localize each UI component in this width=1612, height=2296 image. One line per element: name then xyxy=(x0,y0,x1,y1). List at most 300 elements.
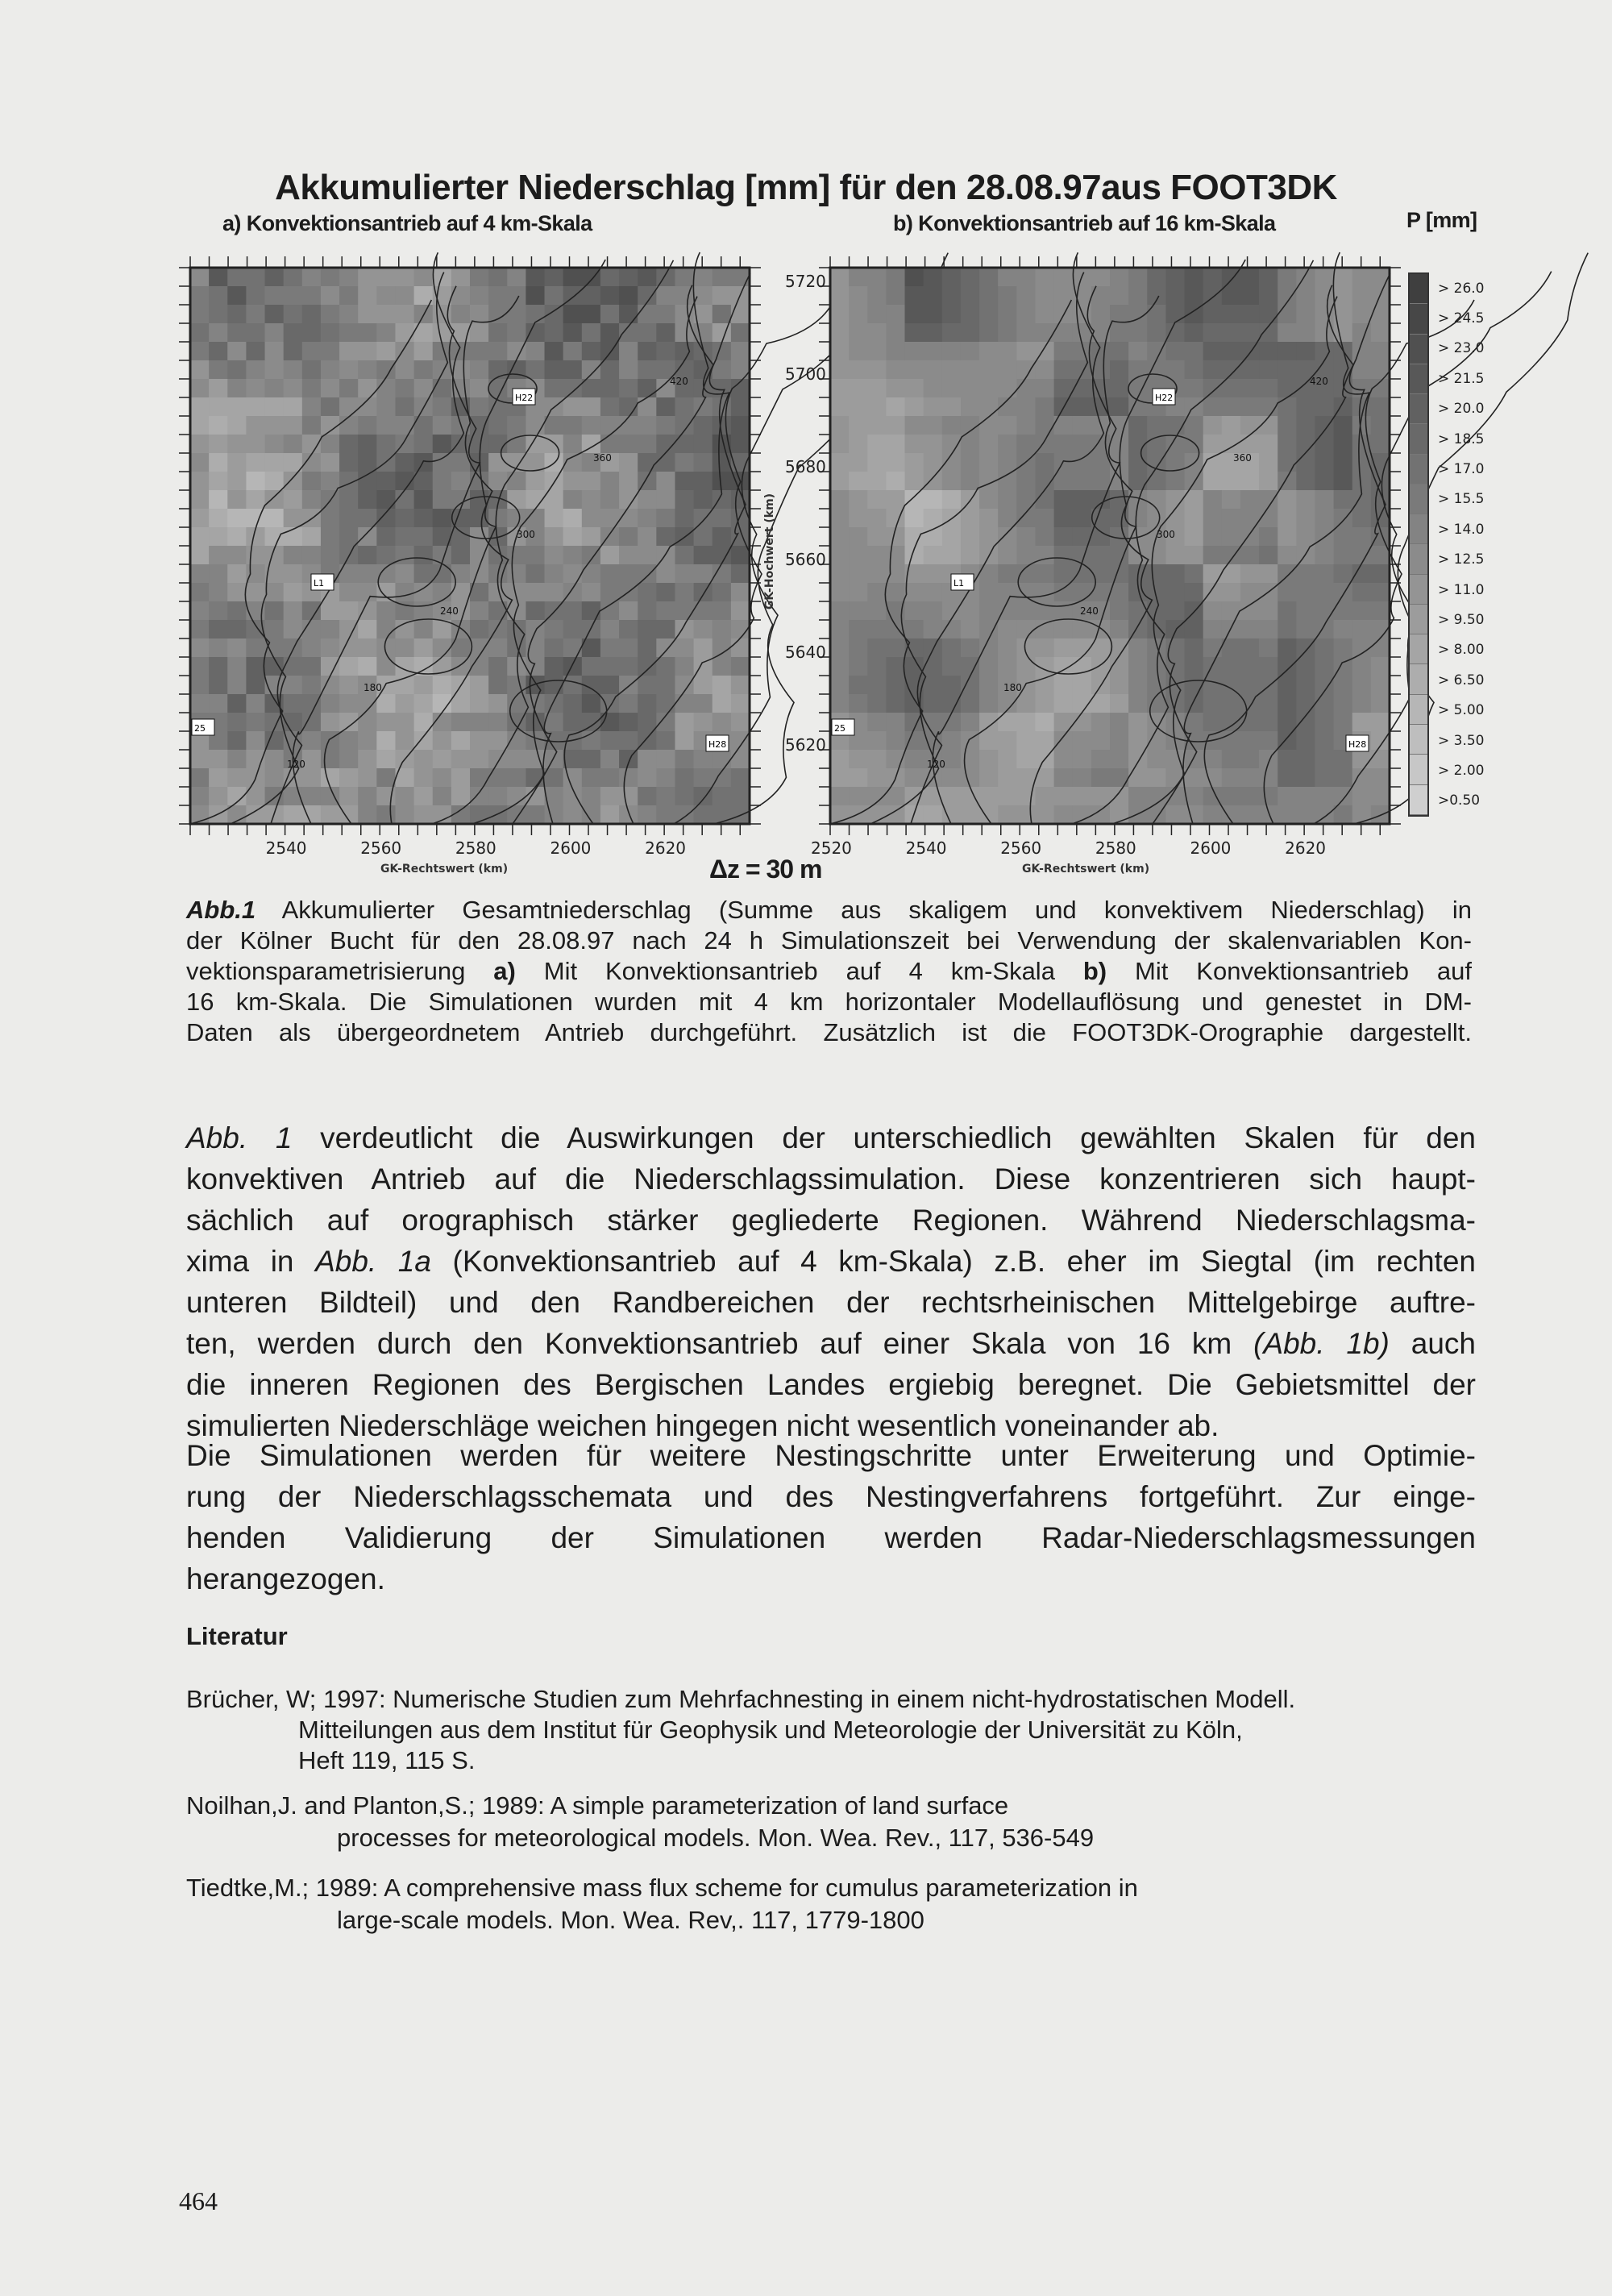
precip-cell xyxy=(227,490,247,510)
literature-heading: Literatur xyxy=(186,1622,288,1650)
precip-cell xyxy=(545,676,564,695)
precip-cell xyxy=(886,676,905,695)
precip-cell xyxy=(638,750,657,769)
precip-cell xyxy=(638,305,657,324)
precip-cell xyxy=(358,416,377,435)
precip-cell xyxy=(886,379,905,398)
precip-cell xyxy=(1259,601,1278,621)
precip-cell xyxy=(1240,805,1260,825)
precip-cell xyxy=(470,657,489,676)
precip-cell xyxy=(1203,601,1223,621)
precip-cell xyxy=(1054,490,1074,510)
precip-cell xyxy=(1315,490,1334,510)
precip-cell xyxy=(1203,805,1223,825)
precip-cell xyxy=(526,472,545,491)
precip-cell xyxy=(451,731,471,751)
precip-cell xyxy=(886,286,905,306)
precip-cell xyxy=(1315,397,1334,417)
precip-cell xyxy=(1203,657,1223,676)
precip-cell xyxy=(675,694,694,713)
precip-cell xyxy=(1054,435,1074,454)
precip-cell xyxy=(1259,509,1278,528)
precip-cell xyxy=(246,713,265,732)
precip-cell xyxy=(1147,268,1166,287)
precip-cell xyxy=(358,583,377,602)
precip-cell xyxy=(979,676,999,695)
text-run: Mit Konvektionsantrieb auf xyxy=(1107,957,1472,985)
precip-cell xyxy=(1371,601,1390,621)
precip-cell xyxy=(1259,805,1278,825)
precip-cell xyxy=(339,601,359,621)
precip-cell xyxy=(1334,286,1353,306)
precip-cell xyxy=(619,268,638,287)
precip-cell xyxy=(1016,342,1036,361)
precip-cell xyxy=(209,657,228,676)
colorbar-segment xyxy=(1410,634,1427,664)
precip-cell xyxy=(1240,416,1260,435)
x-tick-label-b: 2600 xyxy=(1190,838,1232,858)
precip-cell xyxy=(395,694,414,713)
precip-cell xyxy=(209,546,228,565)
precip-cell xyxy=(1315,546,1334,565)
precip-cell xyxy=(339,453,359,472)
precip-cell xyxy=(339,713,359,732)
precip-cell xyxy=(619,620,638,639)
precip-cell xyxy=(1185,416,1204,435)
precip-cell xyxy=(905,768,924,788)
precip-cell xyxy=(284,397,303,417)
precip-cell xyxy=(339,342,359,361)
precip-cell xyxy=(376,601,396,621)
svg-text:H28: H28 xyxy=(708,739,727,750)
precip-cell xyxy=(507,305,526,324)
precip-cell xyxy=(488,638,508,658)
precip-cell xyxy=(321,453,340,472)
precip-cell xyxy=(1222,472,1241,491)
precip-cell xyxy=(867,620,887,639)
precip-cell xyxy=(470,472,489,491)
precip-cell xyxy=(1165,620,1185,639)
x-tick-label-a: 2620 xyxy=(645,838,687,858)
precip-cell xyxy=(1185,750,1204,769)
precip-cell xyxy=(451,305,471,324)
precip-cell xyxy=(1016,379,1036,398)
precip-cell xyxy=(545,694,564,713)
precip-cell xyxy=(1240,305,1260,324)
precip-cell xyxy=(190,323,210,343)
precip-cell xyxy=(1073,768,1092,788)
precip-cell xyxy=(451,435,471,454)
precip-cell xyxy=(1352,360,1372,380)
precip-cell xyxy=(1016,657,1036,676)
precip-cell xyxy=(488,731,508,751)
precip-cell xyxy=(656,731,675,751)
precip-cell xyxy=(979,379,999,398)
precip-cell xyxy=(1035,397,1054,417)
precip-cell xyxy=(1278,768,1297,788)
precip-cell xyxy=(209,416,228,435)
precip-cell xyxy=(1203,583,1223,602)
text-run: der Kölner Bucht für den 28.08.97 nach 24 h Simulationszeit bei Verwendung der skalenvariablen Kon- xyxy=(186,926,1472,955)
precip-cell xyxy=(1054,750,1074,769)
precip-cell xyxy=(961,768,980,788)
figure-caption xyxy=(186,895,1472,1048)
colorbar-segment xyxy=(1410,544,1427,574)
precip-cell xyxy=(1110,397,1129,417)
precip-cell xyxy=(302,305,322,324)
precip-cell xyxy=(395,583,414,602)
colorbar-label: > 6.50 xyxy=(1438,672,1485,688)
precip-cell xyxy=(1296,546,1315,565)
precip-cell xyxy=(961,713,980,732)
precip-cell xyxy=(582,268,601,287)
precip-cell xyxy=(731,601,750,621)
precip-cell xyxy=(339,768,359,788)
precip-cell xyxy=(656,620,675,639)
precip-cell xyxy=(507,768,526,788)
precip-cell xyxy=(545,323,564,343)
precip-cell xyxy=(942,546,962,565)
precip-cell xyxy=(414,360,434,380)
text-run: unteren Bildteil) und den Randbereichen der rechtsrheinischen Mittelgebirge auftre- xyxy=(186,1286,1476,1319)
precip-cell xyxy=(545,379,564,398)
precip-cell xyxy=(507,546,526,565)
precip-cell xyxy=(694,286,713,306)
precip-cell xyxy=(209,397,228,417)
precip-cell xyxy=(582,379,601,398)
precip-cell xyxy=(998,787,1017,806)
precip-cell xyxy=(905,750,924,769)
precip-cell xyxy=(321,601,340,621)
precip-cell xyxy=(1371,435,1390,454)
precip-cell xyxy=(265,583,285,602)
precip-cell xyxy=(1128,323,1148,343)
precip-cell xyxy=(376,305,396,324)
precip-cell xyxy=(1315,638,1334,658)
precip-cell xyxy=(209,750,228,769)
precip-cell xyxy=(302,527,322,547)
precip-cell xyxy=(961,286,980,306)
colorbar-segment xyxy=(1410,664,1427,694)
precip-cell xyxy=(190,509,210,528)
precip-cell xyxy=(470,397,489,417)
precip-cell xyxy=(1296,416,1315,435)
precip-cell xyxy=(600,490,620,510)
precip-cell xyxy=(1016,546,1036,565)
precip-cell xyxy=(1371,731,1390,751)
precip-cell xyxy=(545,620,564,639)
precip-cell xyxy=(1259,416,1278,435)
precip-cell xyxy=(358,601,377,621)
contour-label: 420 xyxy=(670,376,688,387)
precip-cell xyxy=(488,286,508,306)
precip-cell xyxy=(582,768,601,788)
precip-cell xyxy=(1334,564,1353,584)
precip-cell xyxy=(979,787,999,806)
precip-cell xyxy=(582,509,601,528)
precip-cell xyxy=(905,583,924,602)
contour-label: 300 xyxy=(517,529,535,540)
precip-cell xyxy=(600,435,620,454)
precip-cell xyxy=(849,453,868,472)
precip-cell xyxy=(830,768,850,788)
precip-cell xyxy=(849,416,868,435)
precip-cell xyxy=(1128,805,1148,825)
precip-cell xyxy=(1073,435,1092,454)
precip-cell xyxy=(339,286,359,306)
precip-cell xyxy=(545,638,564,658)
precip-cell xyxy=(924,676,943,695)
precip-cell xyxy=(1240,379,1260,398)
precip-cell xyxy=(924,694,943,713)
precip-cell xyxy=(675,564,694,584)
precip-cell xyxy=(1240,546,1260,565)
precip-cell xyxy=(1315,657,1334,676)
contour-label: 180 xyxy=(364,682,382,693)
precip-cell xyxy=(961,694,980,713)
precip-cell xyxy=(246,472,265,491)
precip-cell xyxy=(1222,416,1241,435)
body-paragraph-1 xyxy=(186,1117,1476,1446)
precip-cell xyxy=(600,694,620,713)
reference-1-line-1: Brücher, W; 1997: Numerische Studien zum Mehrfachnesting in einem nicht-hydrostatischen Modell. xyxy=(186,1685,1296,1713)
precip-cell xyxy=(1016,583,1036,602)
precip-cell xyxy=(227,657,247,676)
precip-cell xyxy=(395,453,414,472)
precip-cell xyxy=(358,360,377,380)
precip-cell xyxy=(961,379,980,398)
precip-cell xyxy=(849,768,868,788)
precip-cell xyxy=(694,268,713,287)
precip-cell xyxy=(1016,620,1036,639)
precip-cell xyxy=(1240,342,1260,361)
precip-cell xyxy=(867,453,887,472)
precip-cell xyxy=(1296,527,1315,547)
reference-2-line-2: processes for meteorological models. Mon. Wea. Rev., 117, 536-549 xyxy=(337,1824,1095,1852)
precip-cell xyxy=(1110,360,1129,380)
precip-cell xyxy=(656,638,675,658)
precip-cell xyxy=(339,527,359,547)
precip-cell xyxy=(1259,694,1278,713)
precip-cell xyxy=(1240,323,1260,343)
precip-cell xyxy=(190,638,210,658)
precip-cell xyxy=(395,490,414,510)
precip-cell xyxy=(209,490,228,510)
precip-cell xyxy=(284,583,303,602)
precip-cell xyxy=(339,657,359,676)
precip-cell xyxy=(924,490,943,510)
precip-cell xyxy=(451,472,471,491)
precip-cell xyxy=(1016,397,1036,417)
precip-cell xyxy=(1203,360,1223,380)
precip-cell xyxy=(713,305,732,324)
precip-cell xyxy=(979,360,999,380)
precip-cell xyxy=(1259,657,1278,676)
precip-cell xyxy=(1128,750,1148,769)
precip-cell xyxy=(339,676,359,695)
precip-cell xyxy=(1278,509,1297,528)
precip-cell xyxy=(830,509,850,528)
precip-cell xyxy=(1073,750,1092,769)
precip-cell xyxy=(545,546,564,565)
precip-cell xyxy=(1352,620,1372,639)
precip-cell xyxy=(675,787,694,806)
precip-cell xyxy=(545,564,564,584)
precip-cell xyxy=(1222,268,1241,287)
precip-cell xyxy=(1315,583,1334,602)
precip-cell xyxy=(886,342,905,361)
precip-cell xyxy=(395,805,414,825)
precip-cell xyxy=(731,750,750,769)
precip-cell xyxy=(1110,694,1129,713)
precip-cell xyxy=(905,379,924,398)
contour-label: 360 xyxy=(593,452,612,464)
precip-cell xyxy=(582,472,601,491)
precip-cell xyxy=(1259,379,1278,398)
precip-cell xyxy=(265,305,285,324)
precip-cell xyxy=(265,416,285,435)
precip-cell xyxy=(1240,268,1260,287)
precip-cell xyxy=(942,397,962,417)
precip-cell xyxy=(358,620,377,639)
colorbar-segment xyxy=(1410,575,1427,605)
emphasized-text: Abb. 1 xyxy=(186,1121,293,1154)
precip-cell xyxy=(1091,546,1111,565)
precip-cell xyxy=(227,268,247,287)
precip-cell xyxy=(1016,305,1036,324)
precip-cell xyxy=(545,435,564,454)
precip-cell xyxy=(731,564,750,584)
precip-cell xyxy=(246,676,265,695)
precip-cell xyxy=(675,657,694,676)
precip-cell xyxy=(1278,268,1297,287)
precip-cell xyxy=(1016,490,1036,510)
precip-cell xyxy=(227,472,247,491)
colorbar-segment xyxy=(1410,605,1427,634)
precip-cell xyxy=(1259,305,1278,324)
precip-cell xyxy=(905,453,924,472)
precip-cell xyxy=(358,527,377,547)
precip-cell xyxy=(1185,509,1204,528)
precip-cell xyxy=(1073,509,1092,528)
precip-cell xyxy=(1315,435,1334,454)
precip-cell xyxy=(339,435,359,454)
precip-cell xyxy=(1296,323,1315,343)
precip-cell xyxy=(339,750,359,769)
precip-cell xyxy=(339,268,359,287)
precip-cell xyxy=(433,805,452,825)
precip-cell xyxy=(433,676,452,695)
precip-cell xyxy=(924,564,943,584)
precip-cell xyxy=(731,509,750,528)
precip-cell xyxy=(694,564,713,584)
precip-cell xyxy=(638,379,657,398)
precip-cell xyxy=(942,323,962,343)
precip-cell xyxy=(563,694,583,713)
precip-cell xyxy=(302,546,322,565)
paragraph-2-line xyxy=(186,1435,1476,1476)
precip-cell xyxy=(451,694,471,713)
precip-cell xyxy=(886,583,905,602)
precip-cell xyxy=(849,397,868,417)
station-marker xyxy=(951,574,974,590)
precip-cell xyxy=(886,546,905,565)
precip-cell xyxy=(731,342,750,361)
precip-cell xyxy=(1128,601,1148,621)
precip-cell xyxy=(1035,638,1054,658)
precip-cell xyxy=(1352,546,1372,565)
svg-text:25: 25 xyxy=(834,723,845,734)
precip-cell xyxy=(358,750,377,769)
precip-cell xyxy=(1371,638,1390,658)
precip-cell xyxy=(414,509,434,528)
precip-cell xyxy=(321,268,340,287)
precip-cell xyxy=(302,286,322,306)
precip-cell xyxy=(414,527,434,547)
precip-cell xyxy=(321,397,340,417)
precip-cell xyxy=(284,416,303,435)
precip-cell xyxy=(1035,805,1054,825)
precip-cell xyxy=(675,713,694,732)
precip-cell xyxy=(246,638,265,658)
precip-cell xyxy=(209,509,228,528)
precip-cell xyxy=(1371,713,1390,732)
precip-cell xyxy=(1091,564,1111,584)
precip-cell xyxy=(321,472,340,491)
precip-cell xyxy=(942,768,962,788)
precip-cell xyxy=(582,601,601,621)
precip-cell xyxy=(905,323,924,343)
precip-cell xyxy=(1315,694,1334,713)
precip-cell xyxy=(1278,601,1297,621)
precip-cell xyxy=(265,620,285,639)
precip-cell xyxy=(619,638,638,658)
precip-cell xyxy=(675,546,694,565)
precip-cell xyxy=(998,768,1017,788)
colorbar-label: > 14.0 xyxy=(1438,521,1485,538)
precip-cell xyxy=(1185,360,1204,380)
precip-cell xyxy=(284,435,303,454)
precip-cell xyxy=(849,787,868,806)
precip-cell xyxy=(830,676,850,695)
precip-cell xyxy=(227,397,247,417)
precip-cell xyxy=(1222,379,1241,398)
precip-cell xyxy=(886,435,905,454)
precip-cell xyxy=(451,268,471,287)
precip-cell xyxy=(451,527,471,547)
precip-cell xyxy=(979,620,999,639)
precip-cell xyxy=(1278,620,1297,639)
paragraph-1-line xyxy=(186,1117,1476,1158)
precip-cell xyxy=(302,713,322,732)
precip-cell xyxy=(905,527,924,547)
precip-cell xyxy=(1091,472,1111,491)
precip-cell xyxy=(358,342,377,361)
precip-cell xyxy=(470,694,489,713)
precip-cell xyxy=(1054,453,1074,472)
precip-cell xyxy=(998,564,1017,584)
precip-cell xyxy=(849,305,868,324)
precip-cell xyxy=(656,527,675,547)
precip-cell xyxy=(694,546,713,565)
precip-cell xyxy=(1296,750,1315,769)
precip-cell xyxy=(545,583,564,602)
precip-cell xyxy=(849,583,868,602)
precip-cell xyxy=(1091,305,1111,324)
precip-cell xyxy=(979,453,999,472)
precip-cell xyxy=(488,787,508,806)
precip-cell xyxy=(731,657,750,676)
